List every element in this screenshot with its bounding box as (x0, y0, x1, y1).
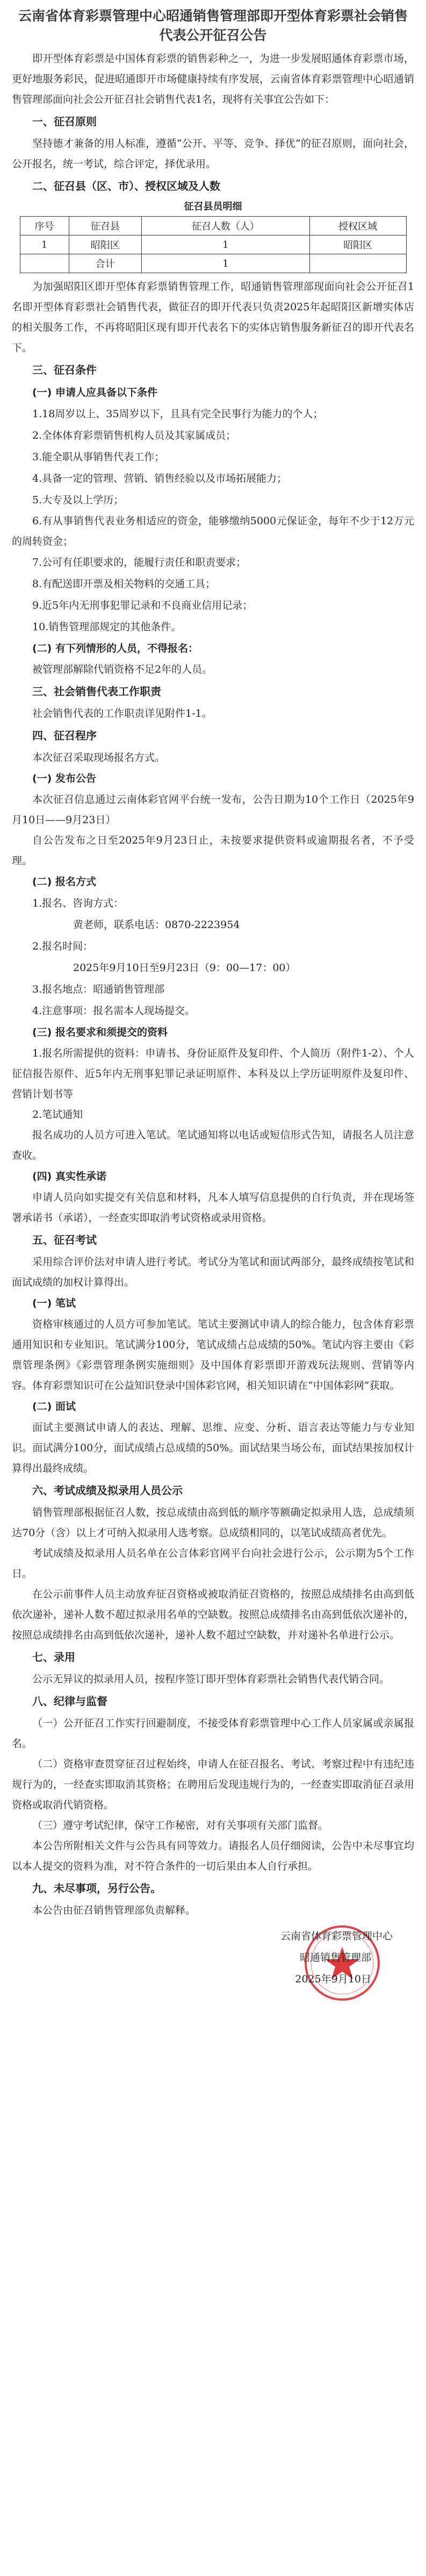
list-item: 9.近5年内无刑事犯罪记录和不良商业信用记录； (32, 600, 253, 611)
section-body: 销售管理部根据征召人数，按总成绩由高到低的顺序等额确定拟录用人选，总成绩须达70分（含）以上才可纳入拟录用人选考察。总成绩相同的，以笔试成绩高者优先。 (12, 1507, 414, 1539)
section-heading: 六、考试成绩及拟录用人员公示 (32, 1484, 183, 1497)
signature-dept: 昭通销售管理部 (299, 1952, 371, 1964)
section-body: 采用综合评价法对申请人进行考试。考试分为笔试和面试两部分，最终成绩按笔试和面试成绩的加权计算得出。 (12, 1256, 414, 1288)
signup-note: 4.注意事项：报名需本人现场提交。 (32, 1005, 196, 1017)
section-body: 为加强昭阳区即开型体育彩票销售管理工作，昭通销售管理部现面向社会公开征召1名即开型体育彩票社会销售代表，做征召的即开代表只负责2025年起昭阳区新增实体店的相关服务工作，不再将昭阳区现有即开代表名下的实体店销售服务新征召的即开代表名下。 (12, 281, 414, 354)
intro-paragraph: 即开型体育彩票是中国体育彩票的销售彩种之一，为进一步发展昭通体育彩票市场，更好地服务彩民，促进昭通即开市场健康持续有序发展，云南省体育彩票管理中心昭通销售管理部面向社会公开征召社会销售代表1名，现将有关事宜公告如下： (12, 53, 414, 105)
subsection-heading: (一) 发布公告 (32, 773, 96, 784)
table-header-cell: 序号 (20, 217, 69, 236)
section-body: （二）资格审查贯穿征召过程始终，申请人在征召报名、考试、考察过程中有违纪违规行为的，一经查实即取消其资格；在聘用后发现违规行为的，一经查实即取消征召录用资格或取消代销资格。 (12, 1758, 414, 1811)
signup-location: 3.报名地点：昭通销售管理部 (32, 983, 165, 995)
table-header-cell: 征召人数（人） (142, 217, 310, 236)
list-item: 6.有从事销售代表业务相适应的资金，能够缴纳5000元保证金，每年不少于12万元的周转资金； (12, 515, 414, 547)
section-heading: 一、征召原则 (32, 115, 97, 128)
section-body: （三）遵守考试纪律，保守工作秘密，对有关事项有关部门监督。 (32, 1819, 329, 1831)
table-cell (309, 254, 406, 273)
signature-org: 云南省体育彩票管理中心 (280, 1930, 393, 1942)
subsection-heading: (四) 真实性承诺 (32, 1171, 106, 1182)
table-cell (20, 254, 69, 273)
section-body: 自公告发布之日至2025年9月23日止，未按要求提供资料或逾期报名者，不予受理。 (12, 834, 414, 867)
section-heading: 二、征召县（区、市）、授权区域及人数 (32, 180, 220, 192)
signature-date: 2025年9月10日 (295, 1973, 371, 1985)
table-total-value: 1 (142, 254, 310, 273)
section-body: 在公示前事件人员主动放弃征召资格或被取消征召资格的，按照总成绩排名由高到低依次递补，递补人数不超过拟录用名单的空缺数。按照总成绩排名由高到低依次递补的，按照总成绩排名由高到低依次递补，递补人数不超过空缺数，并对递补名单进行公示。 (12, 1588, 414, 1641)
section-heading: 七、录用 (32, 1651, 75, 1664)
section-body: 资格审核通过的人员方可参加笔试。笔试主要测试申请人的综合能力，包含体育彩票通用知识和专业知识。笔试满分100分，笔试成绩占总成绩的50%。笔试内容主要由《彩票管理条例》《彩票管理条例实施细则》及中国体育彩票即开游戏玩法规则、营销等内容。体育彩票知识可在公益知识登录中国体彩官网，相关知识请在“中国体彩网”获取。 (12, 1318, 414, 1392)
list-item: 1.18周岁以上、35周岁以下，且具有完全民事行为能力的个人； (32, 408, 323, 420)
section-body: 2.笔试通知 (32, 1109, 83, 1121)
section-heading: 四、征召程序 (32, 729, 97, 742)
section-heading: 八、纪律与监督 (32, 1695, 107, 1708)
table-total-row (20, 254, 406, 273)
section-body: 本公告所附相关文件与公告具有同等效力。请报名人员仔细阅读，公告中未尽事宜均以本人提交的资料为准，对不符合条件的一切后果由本人自行承担。 (12, 1840, 414, 1872)
signup-time: 2025年9月10日至9月23日（9：00—17：00） (73, 962, 296, 974)
section-body: 社会销售代表的工作职责详见附件1-1。 (32, 708, 212, 719)
table-total-label: 合计 (69, 254, 141, 273)
section-heading: 九、未尽事项，另行公告。 (32, 1882, 161, 1895)
list-item: 5.大专及以上学历； (32, 494, 124, 506)
page-title: 云南省体育彩票管理中心昭通销售管理部即开型体育彩票社会销售代表公开征召公告 (18, 8, 408, 43)
list-item: 10.销售管理部规定的其他条件。 (32, 621, 182, 633)
section-body: 坚持德才兼备的用人标准，遵循“公开、平等、竞争、择优”的征召原则，面向社会，公开报名，统一考试，综合评定，择优录用。 (12, 138, 414, 170)
section-body: 本公告由征召销售管理部负责解释。 (32, 1904, 196, 1916)
section-heading: 三、社会销售代表工作职责 (32, 685, 161, 698)
section-body: 申请人员向如实提交有关信息和材料，凡本人填写信息提供的自行负责，并在现场签署承诺书（承诺），一经查实即取消考试资格或录用资格。 (12, 1191, 414, 1224)
contact-label: 1.报名、咨询方式： (32, 897, 124, 909)
section-body: 1.报名所需提供的资料：申请书、身份证原件及复印件、个人简历（附件1-2）、个人征信报告原件、近5年内无刑事犯罪记录证明原件、本科及以上学历证明原件及复印件、营销计划书等 (12, 1047, 414, 1100)
list-item: 7.公可有任职要求的，能履行责任和职责要求； (32, 556, 247, 568)
table-header-row (20, 217, 406, 236)
section-body: 报名成功的人员方可进入笔试。笔试通知将以电话或短信形式告知，请报名人员注意查收。 (12, 1129, 414, 1161)
table-caption: 征召县员明细 (184, 201, 242, 212)
section-heading: 五、征召考试 (32, 1233, 97, 1246)
table-header-cell: 征召县 (69, 217, 141, 236)
contact-phone: 黄老师，联系电话：0870-2223954 (73, 919, 240, 931)
subsection-heading: (三) 报名要求和须提交的资料 (32, 1026, 168, 1038)
section-body: 本次征召信息通过云南体彩官网平台统一发布，公告日期为10个工作日（2025年9月10日——9月23日） (12, 794, 414, 826)
subsection-heading: (一) 笔试 (32, 1297, 76, 1309)
section-body: 本次征召采取现场报名方式。 (32, 752, 165, 763)
subsection-heading: (一) 申请人应具备以下条件 (32, 387, 157, 398)
list-item: 3.能全职从事销售代表工作； (32, 451, 165, 463)
list-item: 4.具备一定的管理、营销、销售经验以及市场拓展能力； (32, 473, 287, 484)
section-body: （一）公开征召工作实行回避制度，不接受体育彩票管理中心工作人员家属或亲属报名。 (12, 1717, 414, 1750)
table-cell: 昭阳区 (69, 236, 141, 254)
section-body: 考试成绩及拟录用人员名单在公言体彩官网平台向社会进行公示，公示期为5个工作日。 (12, 1547, 414, 1580)
list-item: 2.全体体育彩票销售机构人员及其家属成员； (32, 430, 236, 441)
section-heading: 三、征召条件 (32, 363, 97, 376)
section-body: 面试主要测试申请人的表达、理解、思维、应变、分析、语言表达等能力与专业知识。面试满分100分，面试成绩占总成绩的50%。面试结果当场公布，面试结果按加权计算得出最终成绩。 (12, 1422, 414, 1474)
list-item: 8.有配送即开票及相关物料的交通工具； (32, 578, 216, 590)
table-header-cell: 授权区域 (309, 217, 406, 236)
subsection-heading: (二) 有下列情形的人员，不得报名： (32, 643, 198, 654)
table-cell: 昭阳区 (309, 236, 406, 254)
table-row (20, 236, 406, 254)
contact-label: 2.报名时间： (32, 940, 93, 952)
subsection-heading: (二) 面试 (32, 1401, 76, 1412)
section-body: 公示无异议的拟录用人员，按程序签订即开型体育彩票社会销售代表代销合同。 (32, 1673, 390, 1685)
section-body: 被管理部解除代销资格不足2年的人员。 (32, 663, 213, 675)
table-cell: 1 (20, 236, 69, 254)
table-cell: 1 (142, 236, 310, 254)
quota-table (20, 216, 407, 273)
signature-block (12, 1926, 414, 2017)
subsection-heading: (二) 报名方式 (32, 876, 96, 888)
